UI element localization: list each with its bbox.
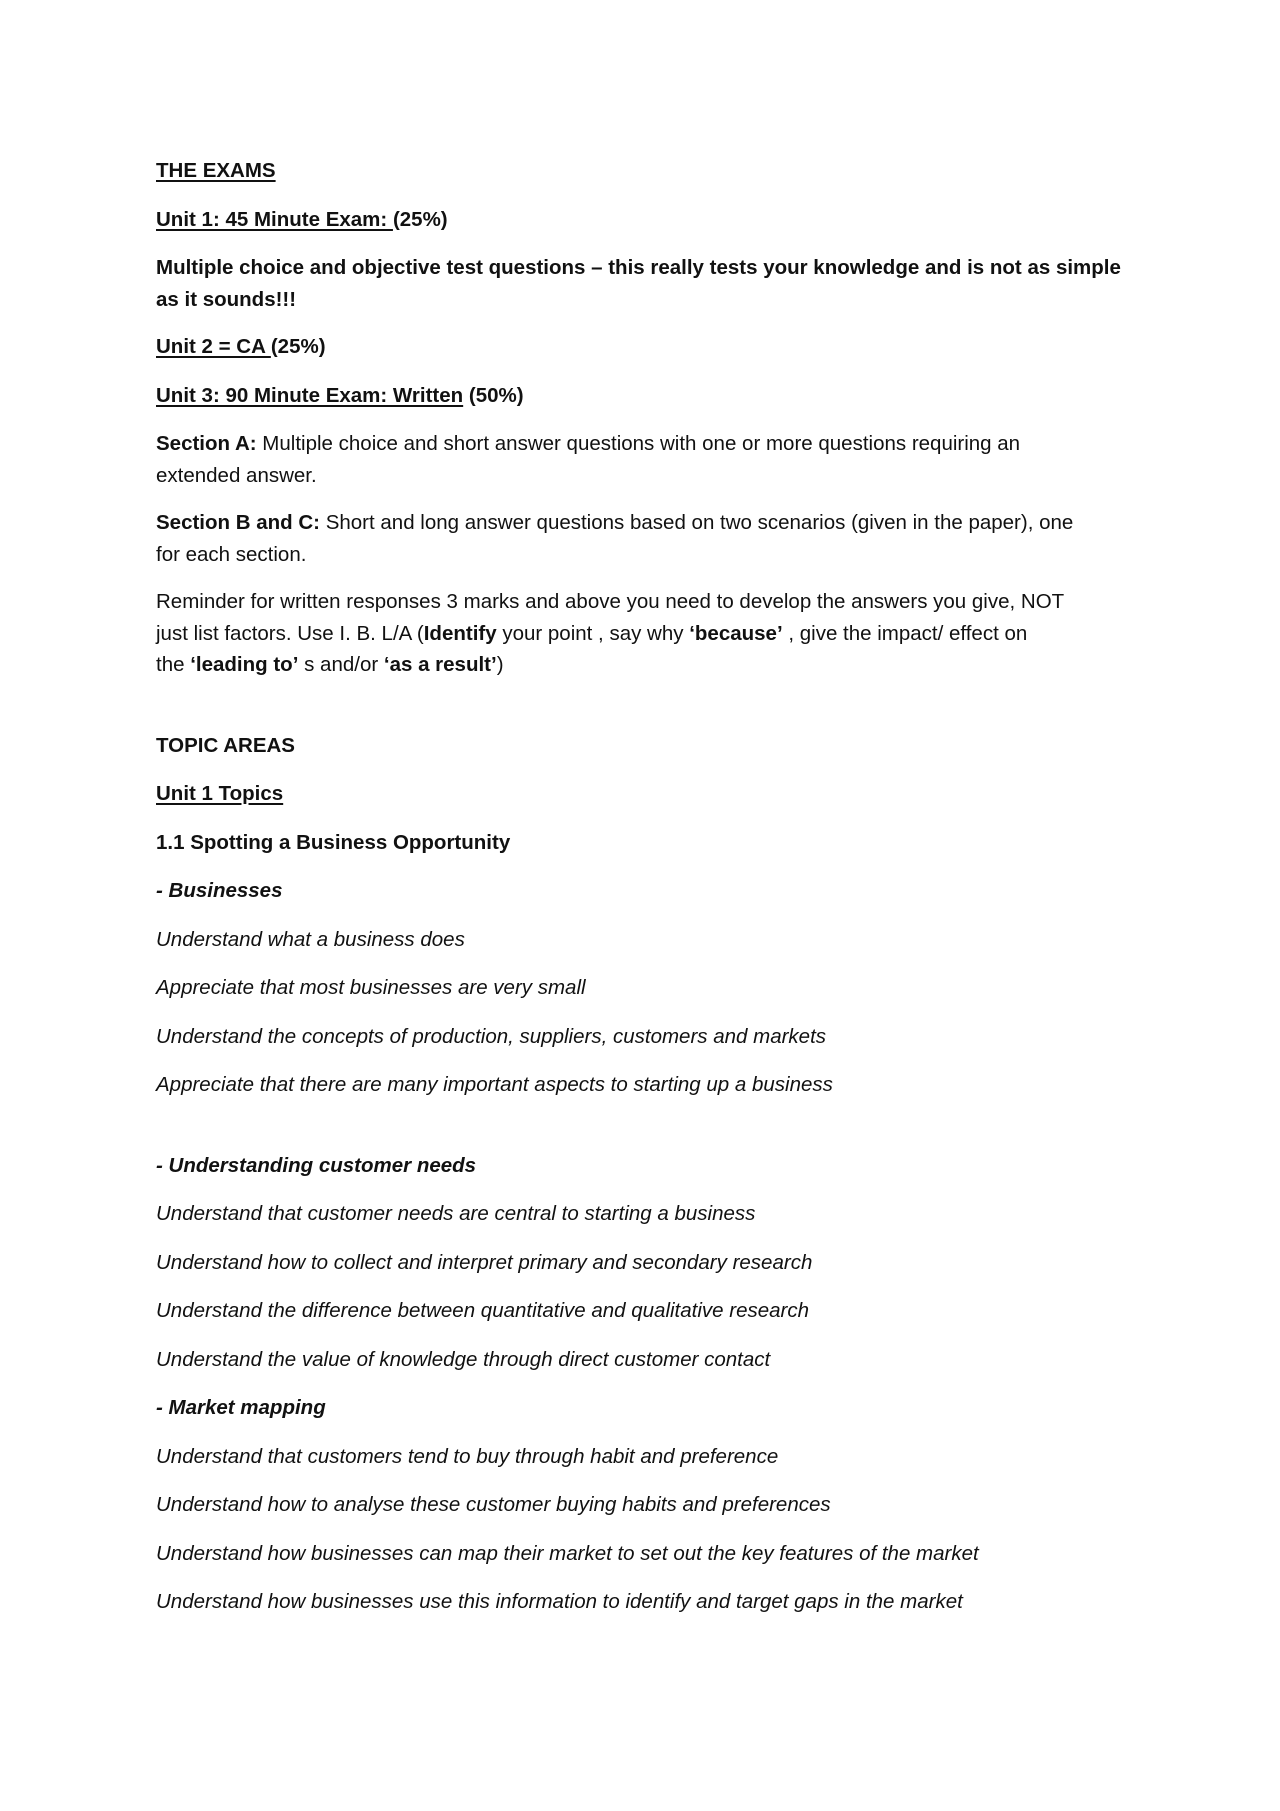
unit1-exam-weight: (25%) bbox=[392, 207, 448, 231]
customer-needs-heading: - Understanding customer needs bbox=[156, 1153, 477, 1177]
blank-line bbox=[156, 681, 1140, 730]
section-bc-text-line2: for each section. bbox=[156, 542, 307, 566]
section-bc-paragraph bbox=[156, 507, 1140, 570]
unit1-exam-description bbox=[156, 252, 1140, 315]
reminder-line3b: s and/or bbox=[298, 653, 384, 676]
reminder-line3a: the bbox=[156, 653, 191, 676]
reminder-paragraph bbox=[156, 586, 1140, 681]
list-item: Understand what a business does bbox=[156, 927, 465, 951]
list-item: Understand that customers tend to buy through habit and preference bbox=[156, 1444, 779, 1468]
unit2-weight: (25%) bbox=[270, 335, 326, 358]
list-item: Understand how to collect and interpret primary and secondary research bbox=[156, 1250, 813, 1274]
reminder-because: ‘because’ bbox=[689, 621, 783, 645]
reminder-as-a-result: ‘as a result’ bbox=[383, 653, 497, 676]
topic-areas-heading: TOPIC AREAS bbox=[156, 733, 295, 757]
list-item: Understand how businesses can map their market to set out the key features of the market bbox=[156, 1541, 979, 1565]
section-1-1-heading: 1.1 Spotting a Business Opportunity bbox=[156, 830, 511, 854]
unit1-topics-heading: Unit 1 Topics bbox=[156, 782, 284, 805]
list-item: Understand how to analyse these customer buying habits and preferences bbox=[156, 1493, 831, 1516]
reminder-line2c: , give the impact/ effect on bbox=[782, 621, 1028, 645]
market-mapping-heading: - Market mapping bbox=[156, 1396, 326, 1419]
list-item: Understand the difference between quantitative and qualitative research bbox=[156, 1299, 810, 1322]
list-item: Understand the concepts of production, suppliers, customers and markets bbox=[156, 1024, 827, 1048]
reminder-identify: Identify bbox=[423, 621, 497, 645]
section-a-paragraph bbox=[156, 428, 1140, 491]
reminder-line2a: just list factors. Use I. B. L/A ( bbox=[156, 621, 424, 645]
list-item: Understand the value of knowledge through direct customer contact bbox=[156, 1347, 771, 1371]
blank-line bbox=[156, 1101, 1140, 1150]
unit1-desc-line1: Multiple choice and objective test questions – this really tests your knowledge and is not as simple bbox=[156, 256, 1121, 279]
unit2-title: Unit 2 = CA bbox=[156, 335, 271, 358]
section-a-text-line1: Multiple choice and short answer questions with one or more questions requiring an bbox=[256, 432, 1021, 455]
reminder-line3c: ) bbox=[496, 653, 504, 676]
unit3-exam-weight: (50%) bbox=[463, 383, 524, 407]
list-item: Understand that customer needs are central to starting a business bbox=[156, 1202, 756, 1225]
unit1-exam-label bbox=[156, 204, 1140, 236]
unit2-label bbox=[156, 331, 1140, 363]
reminder-line2b: your point , say why bbox=[496, 621, 690, 645]
section-bc-label: Section B and C: bbox=[156, 511, 321, 534]
unit1-exam-title: Unit 1: 45 Minute Exam: bbox=[156, 207, 393, 231]
list-item: Appreciate that most businesses are very small bbox=[156, 976, 586, 999]
section-a-text-line2: extended answer. bbox=[156, 463, 317, 487]
unit1-desc-line2: as it sounds!!! bbox=[156, 287, 297, 311]
section-a-label: Section A: bbox=[156, 432, 257, 455]
list-item: Appreciate that there are many important aspects to starting up a business bbox=[156, 1073, 833, 1096]
list-item: Understand how businesses use this information to identify and target gaps in the market bbox=[156, 1590, 963, 1613]
exams-heading: THE EXAMS bbox=[156, 159, 276, 182]
section-bc-text-line1: Short and long answer questions based on two scenarios (given in the paper), one bbox=[320, 511, 1074, 534]
unit3-exam-title: Unit 3: 90 Minute Exam: Written bbox=[156, 383, 464, 407]
reminder-line1: Reminder for written responses 3 marks and above you need to develop the answers you give, NOT bbox=[156, 590, 1065, 613]
businesses-heading: - Businesses bbox=[156, 879, 283, 902]
unit3-exam-label bbox=[156, 380, 1140, 412]
reminder-leading-to: ‘leading to’ bbox=[190, 653, 299, 676]
